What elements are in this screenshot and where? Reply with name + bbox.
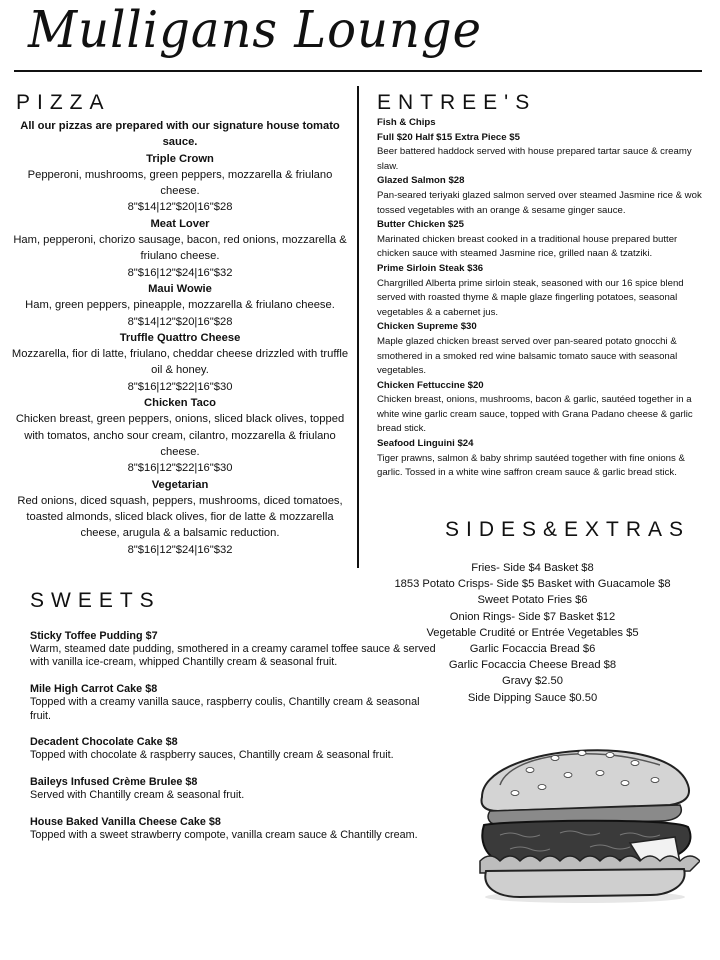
entree-item — [377, 320, 705, 378]
sweet-item — [30, 816, 440, 842]
entrees-section — [377, 116, 705, 481]
entree-item-desc: Marinated chicken breast cooked in a traditional house prepared butter chicken sauce with steamed Jasmine rice, grilled naan & tzatziki. — [377, 233, 678, 260]
sides-item: Side Dipping Sauce $0.50 — [467, 691, 598, 704]
pizza-item — [10, 216, 350, 281]
entree-item-desc: Chicken breast, onions, mushrooms, bacon & garlic, sautéed together in a white wine garlic cream sauce, topped with Grana Padano cheese & garlic bread stick. — [377, 394, 693, 435]
sweet-item — [30, 630, 440, 670]
pizza-item — [10, 395, 350, 476]
pizza-item-desc: Ham, green peppers, pineapple, mozzarella & friulano cheese. — [25, 299, 335, 312]
sweet-item-name: Mile High Carrot Cake $8 — [30, 683, 158, 696]
pizza-intro: All our pizzas are prepared with our signature house tomato sauce. — [20, 120, 340, 149]
entree-item — [377, 174, 705, 218]
entree-item-name: Seafood Linguini $24 — [377, 438, 474, 450]
pizza-section — [10, 118, 350, 558]
pizza-item-price: 8"$14|12"$20|16"$28 — [127, 315, 233, 328]
column-divider — [357, 86, 359, 568]
entree-item-desc: Chargrilled Alberta prime sirloin steak, seasoned with our 16 spice blend served with roasted thyme & maple glaze fingerling potatoes, seasonal vegetables & a cabernet jus. — [377, 277, 684, 318]
entree-item-desc: Beer battered haddock served with house prepared tartar sauce & creamy slaw. — [377, 146, 692, 172]
pizza-item-price: 8"$16|12"$24|16"$32 — [127, 266, 233, 279]
sides-item: 1853 Potato Crisps- Side $5 Basket with Guacamole $8 — [394, 578, 671, 591]
pizza-item-desc: Mozzarella, fior di latte, friulano, cheddar cheese drizzled with truffle oil & honey. — [11, 348, 349, 377]
entrees-section-title: ENTREE'S — [377, 91, 537, 114]
pizza-item — [10, 151, 350, 216]
pizza-section-title: PIZZA — [16, 91, 111, 114]
entree-item-name: Chicken Fettuccine $20 — [377, 379, 484, 391]
pizza-item — [10, 477, 350, 558]
sides-item: Vegetable Crudité or Entrée Vegetables $5 — [426, 626, 639, 639]
pizza-item-name: Triple Crown — [146, 152, 214, 165]
pizza-item-name: Meat Lover — [150, 217, 210, 230]
sides-item: Sweet Potato Fries $6 — [477, 594, 588, 607]
entree-item — [377, 379, 705, 437]
sweets-section — [30, 630, 440, 856]
pizza-item-name: Truffle Quattro Cheese — [119, 331, 241, 344]
pizza-item-name: Maui Wowie — [148, 282, 212, 295]
sweet-item-name: House Baked Vanilla Cheese Cake $8 — [30, 816, 221, 829]
entree-item — [377, 437, 705, 481]
sweet-item-name: Sticky Toffee Pudding $7 — [30, 630, 158, 642]
sweets-section-title: SWEETS — [30, 589, 161, 612]
sweet-item-desc: Warm, steamed date pudding, smothered in a creamy caramel toffee sauce & served with vanilla ice-cream, whipped Chantilly cream & seasonal fruit. — [30, 643, 436, 669]
pizza-item-name: Chicken Taco — [144, 397, 216, 410]
pizza-item-price: 8"$14|12"$20|16"$28 — [127, 201, 233, 214]
entree-item — [377, 116, 705, 174]
pizza-item-desc: Ham, pepperoni, chorizo sausage, bacon, red onions, mozzarella & friulano cheese. — [13, 234, 347, 263]
sweet-item-name: Decadent Chocolate Cake $8 — [30, 736, 178, 749]
pizza-item — [10, 330, 350, 395]
sweet-item-desc: Topped with a sweet strawberry compote, vanilla cream sauce & Chantilly cream. — [30, 829, 418, 842]
pizza-item-desc: Red onions, diced squash, peppers, mushrooms, diced tomatoes, toasted almonds, sliced black olives, fior de latte & mozzarella cheese, arugula & a balsamic reduction. — [17, 494, 343, 540]
pizza-item-desc: Chicken breast, green peppers, onions, sliced black olives, topped with tomatos, ancho sour cream, cilantro, mozzarella & friulano cheese. — [15, 413, 345, 458]
sides-item: Garlic Focaccia Bread $6 — [469, 643, 596, 656]
pizza-item-price: 8"$16|12"$22|16"$30 — [127, 380, 233, 393]
header-divider — [14, 70, 702, 72]
pizza-item — [10, 281, 350, 330]
sweet-item — [30, 736, 440, 762]
sweet-item-desc: Topped with chocolate & raspberry sauces, Chantilly cream & seasonal fruit. — [30, 749, 394, 762]
entree-item — [377, 262, 705, 320]
entree-item-name: Glazed Salmon $28 — [377, 175, 465, 187]
pizza-item-price: 8"$16|12"$22|16"$30 — [127, 462, 233, 475]
entree-item — [377, 218, 705, 262]
sweet-item — [30, 683, 440, 723]
entree-item-desc: Tiger prawns, salmon & baby shrimp sautéed together with fine onions & garlic. Tossed in a white wine saffron cream sauce & garlic bread stick. — [377, 452, 685, 479]
entree-item-name: Fish & Chips — [377, 117, 436, 128]
pizza-item-price: 8"$16|12"$24|16"$32 — [127, 543, 233, 556]
sweet-item-desc: Topped with a creamy vanilla sauce, raspberry coulis, Chantilly cream & seasonal fruit. — [30, 696, 420, 722]
entree-item-name: Chicken Supreme $30 — [377, 321, 477, 333]
pizza-item-name: Vegetarian — [151, 478, 209, 491]
entree-item-desc: Maple glazed chicken breast served over pan-seared potato gnocchi & smothered in a smoked red wine balsamic tomato sauce with seasonal vegetables. — [377, 335, 678, 377]
sweet-item-name: Baileys Infused Crème Brulee $8 — [30, 776, 198, 789]
sides-item: Fries- Side $4 Basket $8 — [471, 562, 594, 574]
sweet-item-desc: Served with Chantilly cream & seasonal fruit. — [30, 789, 245, 802]
entree-item-name: Butter Chicken $25 — [377, 219, 464, 231]
entree-item-name: Prime Sirloin Steak $36 — [377, 262, 484, 274]
entree-item-prices: Full $20 Half $15 Extra Piece $5 — [377, 131, 520, 143]
sides-section-title: SIDES&EXTRAS — [445, 518, 691, 541]
burger-illustration — [470, 725, 700, 905]
pizza-item-desc: Pepperoni, mushrooms, green peppers, mozzarella & friulano cheese. — [27, 168, 333, 198]
sides-item: Garlic Focaccia Cheese Bread $8 — [448, 659, 617, 672]
sides-item: Gravy $2.50 — [502, 675, 563, 688]
entree-item-desc: Pan-seared teriyaki glazed salmon served over steamed Jasmine rice & wok tossed vegetables with an orange & sesame ginger sauce. — [377, 189, 702, 216]
restaurant-logo: Mulligans Lounge — [28, 0, 482, 60]
sides-item: Onion Rings- Side $7 Basket $12 — [449, 610, 616, 623]
sweet-item — [30, 776, 440, 802]
